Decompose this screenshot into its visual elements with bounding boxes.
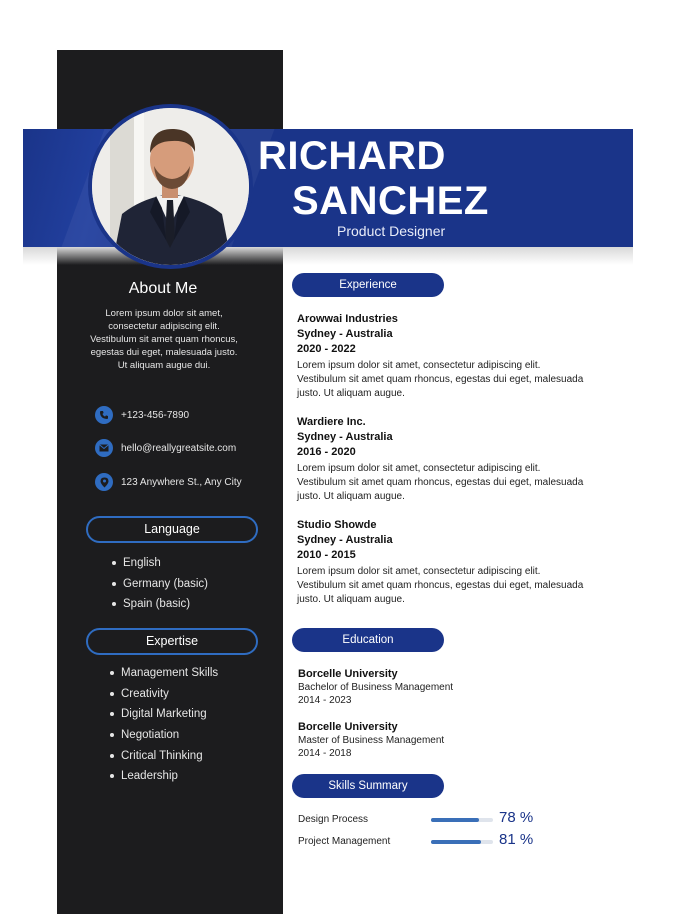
education-entry	[298, 720, 558, 760]
list-item: Leadership	[108, 766, 218, 787]
list-item: Germany (basic)	[110, 574, 208, 595]
expertise-list	[108, 663, 218, 787]
company-location: Sydney - Australia	[297, 534, 393, 546]
skills-heading: Skills Summary	[292, 774, 444, 798]
degree-name: Bachelor of Business Management	[298, 682, 454, 693]
company-location: Sydney - Australia	[297, 431, 393, 443]
banner-shadow	[23, 247, 633, 265]
experience-entry	[297, 518, 587, 607]
experience-entry	[297, 312, 587, 401]
last-name: SANCHEZ	[292, 179, 489, 223]
mail-icon	[95, 439, 113, 457]
study-years: 2014 - 2018	[298, 748, 352, 759]
contact-email	[95, 439, 236, 457]
portrait-illustration	[92, 108, 249, 265]
skill-bar-track	[431, 818, 493, 822]
study-years: 2014 - 2023	[298, 695, 352, 706]
degree-name: Master of Business Management	[298, 735, 445, 746]
skill-name: Project Management	[298, 836, 391, 847]
skill-name: Design Process	[298, 814, 369, 825]
list-item: Spain (basic)	[110, 594, 208, 615]
work-description: Lorem ipsum dolor sit amet, consectetur adipiscing elit. Vestibulum sit amet quam rhoncus, egestas dui eget, malesuada justo. Ut aliquam augue.	[297, 360, 584, 399]
company-name: Studio Showde	[297, 519, 377, 531]
first-name: RICHARD	[258, 134, 446, 178]
work-description: Lorem ipsum dolor sit amet, consectetur adipiscing elit. Vestibulum sit amet quam rhoncus, egestas dui eget, malesuada justo. Ut aliquam augue.	[297, 463, 584, 502]
skill-row	[298, 811, 558, 829]
skill-bar-fill	[431, 840, 481, 844]
job-title: Product Designer	[337, 223, 446, 239]
education-entry	[298, 667, 558, 707]
phone-text: +123-456-7890	[121, 409, 190, 421]
email-text: hello@reallygreatsite.com	[121, 442, 237, 454]
list-item: Management Skills	[108, 663, 218, 684]
about-text: Lorem ipsum dolor sit amet, consectetur adipiscing elit. Vestibulum sit amet quam rhoncus, egestas dui eget, malesuada justo. Ut aliquam augue dui.	[90, 308, 238, 371]
skill-row	[298, 833, 558, 851]
language-list	[110, 553, 208, 615]
list-item: Creativity	[108, 684, 218, 705]
location-pin-icon	[95, 473, 113, 491]
work-years: 2020 - 2022	[297, 343, 356, 355]
list-item: Negotiation	[108, 725, 218, 746]
skill-bar-track	[431, 840, 493, 844]
profile-photo	[88, 104, 253, 269]
work-description: Lorem ipsum dolor sit amet, consectetur adipiscing elit. Vestibulum sit amet quam rhoncus, egestas dui eget, malesuada justo. Ut aliquam augue.	[297, 566, 584, 605]
language-heading: Language	[86, 516, 258, 543]
school-name: Borcelle University	[298, 668, 398, 680]
experience-entry	[297, 415, 587, 504]
list-item: English	[110, 553, 208, 574]
company-location: Sydney - Australia	[297, 328, 393, 340]
address-text: 123 Anywhere St., Any City	[121, 476, 242, 488]
expertise-heading: Expertise	[86, 628, 258, 655]
list-item: Digital Marketing	[108, 704, 218, 725]
skill-percent: 78 %	[499, 809, 534, 826]
skill-percent: 81 %	[499, 831, 534, 848]
work-years: 2010 - 2015	[297, 549, 356, 561]
list-item: Critical Thinking	[108, 746, 218, 767]
phone-icon	[95, 406, 113, 424]
skill-bar-fill	[431, 818, 479, 822]
contact-address	[95, 473, 242, 491]
school-name: Borcelle University	[298, 721, 398, 733]
experience-heading: Experience	[292, 273, 444, 297]
education-heading: Education	[292, 628, 444, 652]
about-heading: About Me	[128, 280, 198, 297]
company-name: Arowwai Industries	[297, 313, 398, 325]
work-years: 2016 - 2020	[297, 446, 356, 458]
company-name: Wardiere Inc.	[297, 416, 366, 428]
contact-phone	[95, 406, 189, 424]
